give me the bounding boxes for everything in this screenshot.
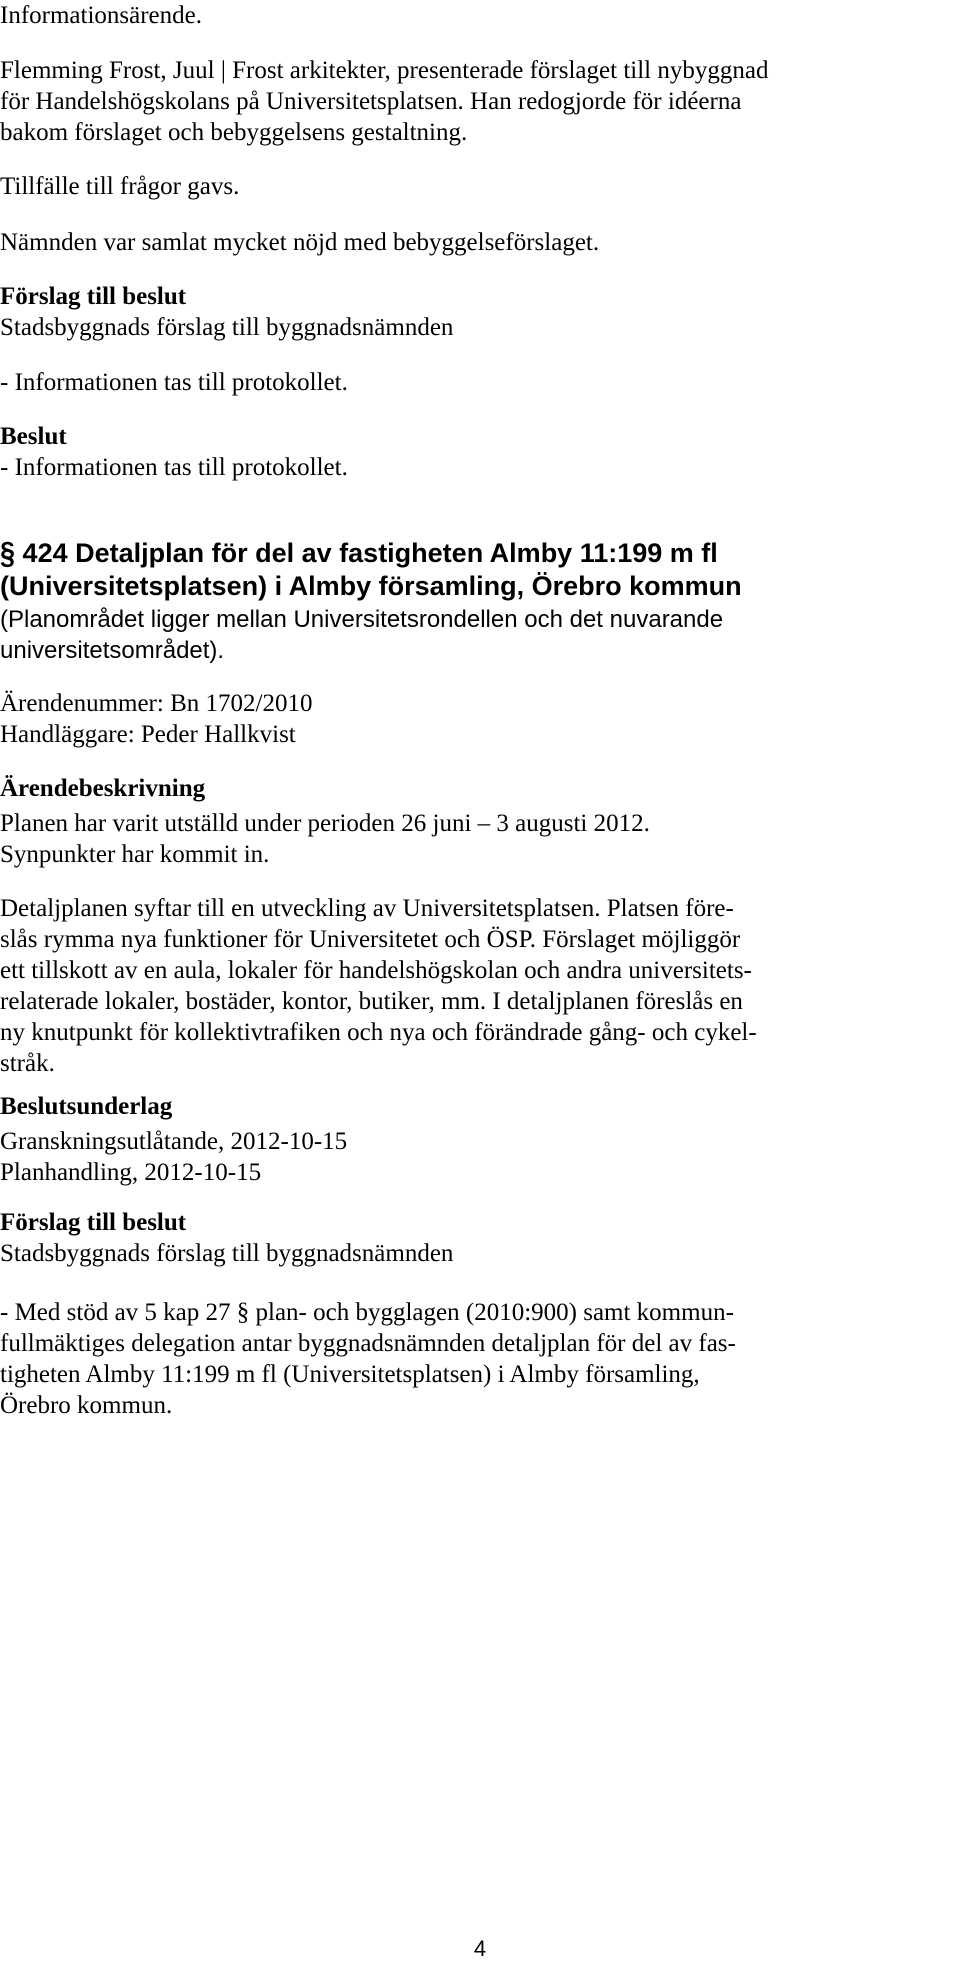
case-info — [0, 688, 312, 750]
basis-item: Planhandling, 2012-10-15 — [0, 1159, 262, 1186]
purpose-line: Detaljplanen syftar till en utveckling av Universitetsplatsen. Platsen före- — [0, 895, 734, 922]
questions-text: Tillfälle till frågor gavs. — [0, 173, 240, 200]
questions-paragraph — [0, 171, 239, 202]
top-line-text: Informationsärende. — [0, 2, 203, 29]
proposal-item-2 — [0, 1297, 736, 1421]
exhibition-line: Synpunkter har kommit in. — [0, 841, 270, 868]
section-title — [0, 537, 742, 603]
purpose-line: stråk. — [0, 1050, 55, 1077]
section-title-line — [0, 537, 742, 570]
proposal-heading-1: Förslag till beslut — [0, 283, 187, 310]
case-description-heading: Ärendebeskrivning — [0, 775, 206, 802]
section-title-text: 424 Detaljplan för del av fastigheten Almby 11:199 m fl — [22, 538, 718, 568]
location-line: universitetsområdet). — [0, 637, 225, 664]
intro-paragraph — [0, 55, 768, 148]
basis-heading: Beslutsunderlag — [0, 1093, 173, 1120]
intro-line: för Handelshögskolans på Universitetsplatsen. Han redogjorde för idéerna — [0, 88, 742, 115]
exhibition-paragraph — [0, 808, 650, 870]
case-officer: Handläggare: Peder Hallkvist — [0, 721, 296, 748]
purpose-line: relaterade lokaler, bostäder, kontor, butiker, mm. I detaljplanen föreslås en — [0, 988, 743, 1015]
section-title-line: (Universitetsplatsen) i Almby församling, Örebro kommun — [0, 571, 742, 601]
proposal-item-line: - Med stöd av 5 kap 27 § plan- och bygglagen (2010:900) samt kommun- — [0, 1299, 734, 1326]
exhibition-line: Planen har varit utställd under perioden 26 juni – 3 augusti 2012. — [0, 810, 650, 837]
proposal-heading-2: Förslag till beslut — [0, 1209, 187, 1236]
proposal-from-1: Stadsbyggnads förslag till byggnadsnämnden — [0, 314, 454, 341]
section-location — [0, 604, 723, 666]
case-number: Ärendenummer: Bn 1702/2010 — [0, 690, 313, 717]
proposal-from-2: Stadsbyggnads förslag till byggnadsnämnden — [0, 1240, 454, 1267]
purpose-line: ett tillskott av en aula, lokaler för handelshögskolan och andra universitets- — [0, 957, 752, 984]
decision-item: - Informationen tas till protokollet. — [0, 454, 348, 481]
top-line — [0, 0, 202, 31]
location-line: (Planområdet ligger mellan Universitetsrondellen och det nuvarande — [0, 606, 724, 633]
satisfied-paragraph — [0, 227, 599, 258]
proposal-item-line: fullmäktiges delegation antar byggnadsnämnden detaljplan för del av fas- — [0, 1330, 736, 1357]
page-number: 4 — [473, 1936, 487, 1961]
purpose-line: ny knutpunkt för kollektivtrafiken och nya och förändrade gång- och cykel- — [0, 1019, 757, 1046]
intro-line: Flemming Frost, Juul | Frost arkitekter, presenterade förslaget till nybyggnad — [0, 57, 769, 84]
section-symbol: § — [0, 535, 16, 571]
basis-list — [0, 1126, 347, 1188]
intro-line: bakom förslaget och bebyggelsens gestaltning. — [0, 119, 468, 146]
proposal-item-1: - Informationen tas till protokollet. — [0, 369, 348, 396]
purpose-paragraph — [0, 893, 757, 1079]
purpose-line: slås rymma nya funktioner för Universitetet och ÖSP. Förslaget möjliggör — [0, 926, 741, 953]
proposal-item-line: Örebro kommun. — [0, 1392, 173, 1419]
satisfied-text: Nämnden var samlat mycket nöjd med bebyggelseförslaget. — [0, 229, 600, 256]
proposal-item-line: tigheten Almby 11:199 m fl (Universitetsplatsen) i Almby församling, — [0, 1361, 700, 1388]
basis-item: Granskningsutlåtande, 2012-10-15 — [0, 1128, 348, 1155]
decision-heading: Beslut — [0, 423, 67, 450]
